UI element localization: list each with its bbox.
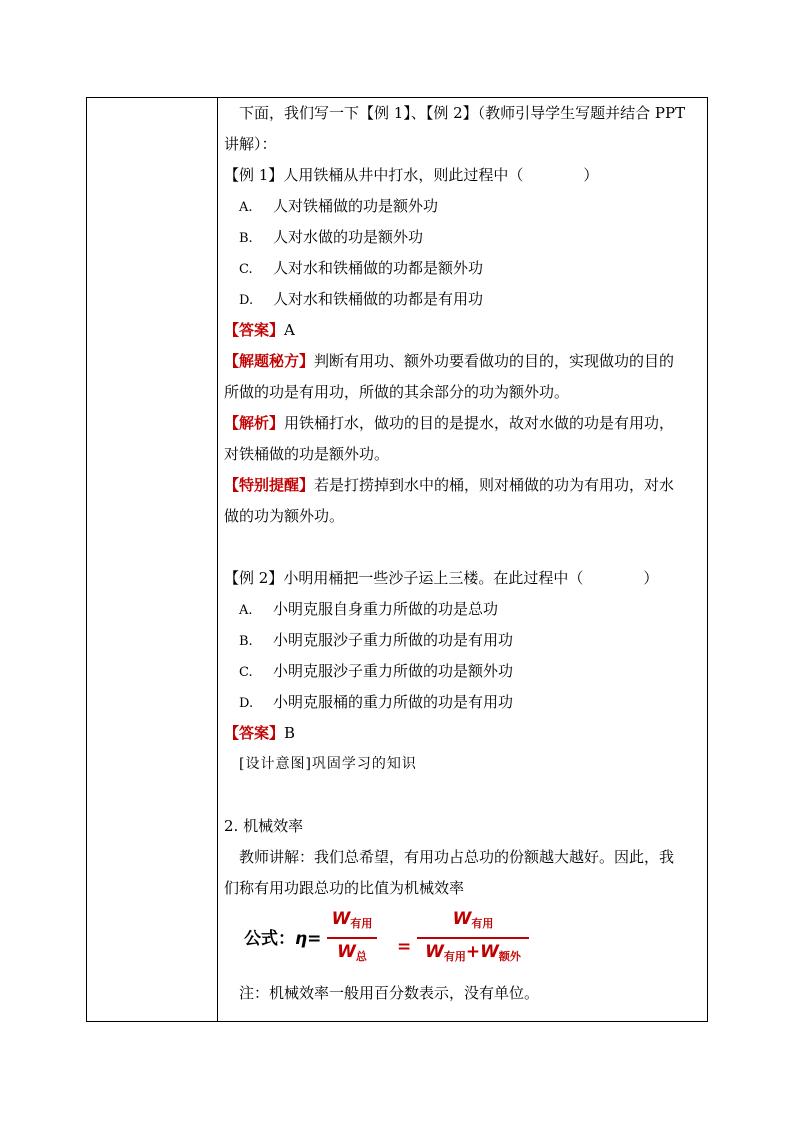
- secret-label: 【解题秘方】: [224, 352, 315, 370]
- fraction-numerator: [327, 908, 377, 935]
- w-symbol: W: [452, 909, 472, 929]
- option-text: 小明克服桶的重力所做的功是有用功: [273, 693, 514, 711]
- lesson-table: [86, 97, 708, 1022]
- fraction-denominator: [417, 941, 529, 968]
- option-text: 人对水和铁桶做的功都是额外功: [273, 259, 484, 277]
- intro-line-2: 讲解）：: [224, 135, 277, 153]
- example-1-tip-line-1: [224, 470, 704, 501]
- eta-symbol: η: [295, 929, 308, 949]
- secret-text: 判断有用功、额外功要看做功的目的，实现做功的目的: [314, 352, 675, 370]
- answer-value: A: [284, 321, 295, 339]
- tip-label: 【特别提醒】: [224, 476, 315, 494]
- option-text: 小明克服沙子重力所做的功是有用功: [273, 631, 514, 649]
- example-2-text: 小明用桶把一些沙子运上三楼。在此过程中（ ）: [283, 569, 659, 587]
- subscript-total: 总: [355, 949, 367, 963]
- intro-line-1: 下面，我们写一下【例 1】、【例 2】（教师引导学生写题并结合 PPT: [239, 104, 686, 122]
- example-2-tag: 【例 2】: [224, 569, 284, 587]
- example-2-option-b: [224, 625, 704, 656]
- example-1-option-c: [224, 253, 704, 284]
- efficiency-talk-line-1: 教师讲解：我们总希望，有用功占总功的份额越大越好。因此，我: [239, 848, 675, 866]
- fraction-useful-over-total: [327, 908, 377, 968]
- option-letter: A.: [239, 200, 253, 215]
- option-letter: A.: [239, 603, 253, 618]
- subscript-useful: 有用: [443, 949, 466, 963]
- fraction-numerator: [417, 908, 529, 935]
- example-2-option-d: [224, 687, 704, 718]
- w-symbol: W: [337, 941, 356, 962]
- fraction-useful-over-sum: [417, 908, 529, 968]
- fraction-denominator: [327, 941, 377, 968]
- option-letter: C.: [239, 665, 253, 680]
- efficiency-formula: [224, 904, 704, 978]
- example-1-answer: [224, 315, 704, 346]
- example-1-analysis-line-2: 对铁桶做的功是额外功。: [224, 445, 390, 463]
- formula-label-text: 公式：: [244, 929, 295, 949]
- w-symbol: W: [425, 941, 444, 962]
- example-1-option-a: [224, 191, 704, 222]
- option-text: 人对铁桶做的功是额外功: [273, 197, 439, 215]
- example-1-tag: 【例 1】: [224, 166, 284, 184]
- example-1-question: [224, 160, 704, 191]
- option-text: 人对水和铁桶做的功都是有用功: [273, 290, 484, 308]
- efficiency-note: 注：机械效率一般用百分数表示，没有单位。: [239, 984, 540, 1002]
- spacer: [224, 532, 704, 563]
- answer-label: 【答案】: [224, 724, 285, 742]
- formula-label: [244, 924, 321, 955]
- example-1-secret-line-2: 所做的功是有用功，所做的其余部分的功为额外功。: [224, 383, 570, 401]
- efficiency-heading: 2. 机械效率: [224, 817, 304, 835]
- option-letter: D.: [239, 293, 254, 308]
- option-letter: C.: [239, 262, 253, 277]
- w-symbol: W: [331, 909, 351, 929]
- analysis-text: 用铁桶打水，做功的目的是提水，故对水做的功是有用功，: [284, 414, 675, 432]
- efficiency-talk-line-2: 们称有用功跟总功的比值为机械效率: [224, 879, 465, 897]
- column-divider: [217, 98, 218, 1021]
- design-intent: [设计意图]巩固学习的知识: [239, 756, 417, 772]
- option-letter: B.: [239, 231, 253, 246]
- subscript-useful: 有用: [350, 917, 373, 930]
- fraction-bar: [417, 937, 529, 939]
- fraction-bar: [327, 937, 377, 939]
- example-2-answer: [224, 718, 704, 749]
- example-2-question: [224, 563, 704, 594]
- subscript-useful: 有用: [471, 917, 494, 930]
- plus-sign: +: [465, 941, 481, 962]
- content-cell: [224, 98, 704, 1009]
- example-1-option-d: [224, 284, 704, 315]
- equals-sign: =: [307, 929, 322, 949]
- option-letter: D.: [239, 696, 254, 711]
- analysis-label: 【解析】: [224, 414, 285, 432]
- example-2-option-c: [224, 656, 704, 687]
- example-1-analysis-line-1: [224, 408, 704, 439]
- example-2-option-a: [224, 594, 704, 625]
- tip-text: 若是打捞掉到水中的桶，则对桶做的功为有用功，对水: [314, 476, 675, 494]
- option-text: 人对水做的功是额外功: [273, 228, 424, 246]
- example-1-secret-line-1: [224, 346, 704, 377]
- example-1-text: 人用铁桶从井中打水，则此过程中（ ）: [283, 166, 599, 184]
- spacer: [224, 780, 704, 811]
- option-text: 小明克服自身重力所做的功是总功: [273, 600, 499, 618]
- second-equals-sign: =: [397, 937, 412, 957]
- example-1-option-b: [224, 222, 704, 253]
- answer-value: B: [284, 724, 296, 742]
- option-text: 小明克服沙子重力所做的功是额外功: [273, 662, 514, 680]
- option-letter: B.: [239, 634, 253, 649]
- example-1-tip-line-2: 做的功为额外功。: [224, 507, 345, 525]
- w-symbol: W: [480, 941, 499, 962]
- answer-label: 【答案】: [224, 321, 285, 339]
- subscript-extra: 额外: [498, 949, 521, 963]
